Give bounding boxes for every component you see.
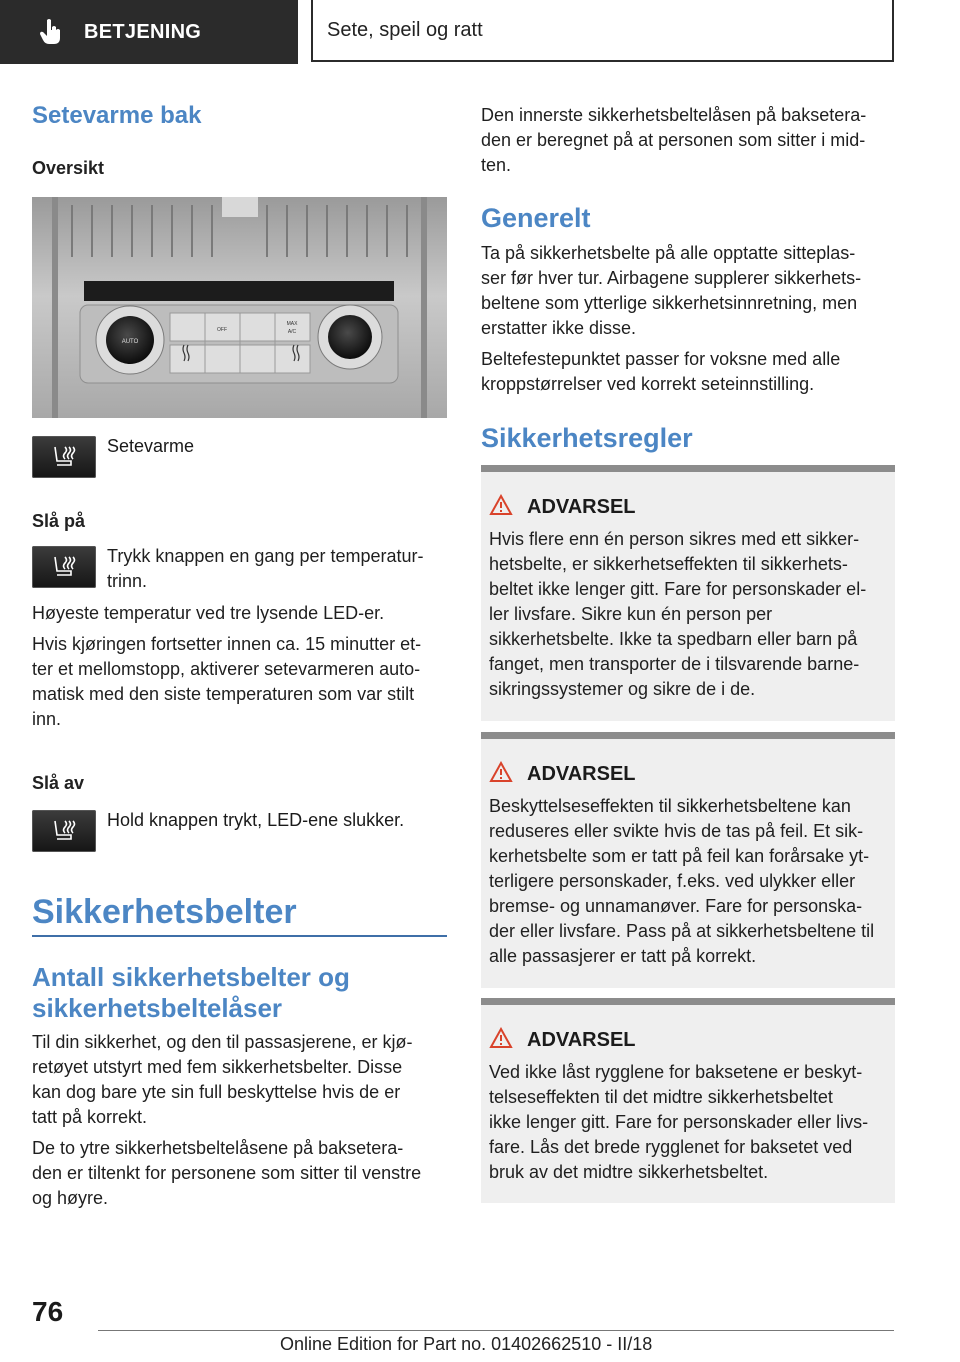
warning-1-line: Hvis flere enn én person sikres med ett sikker- <box>489 529 860 549</box>
page-number: 76 <box>32 1296 64 1327</box>
warning-3-line: Ved ikke låst rygglene for baksetene er beskyt- <box>489 1062 863 1082</box>
warning-3-line: bruk av det midtre sikkerhetsbeltet. <box>489 1162 769 1182</box>
header-chapter-box <box>311 0 894 62</box>
rear-climate-panel-photo <box>32 197 447 418</box>
warning-box-2 <box>481 732 895 988</box>
warning-triangle-icon <box>489 761 513 788</box>
text-anchor-line2: kroppstørrelser ved korrekt seteinnstilling. <box>481 374 815 394</box>
photo-label-off: OFF <box>217 327 227 333</box>
seat-heating-icon <box>32 436 96 478</box>
warning-1-line: ler livsfare. Sikre kun én person per <box>489 604 773 624</box>
warning-2-line: kerhetsbelte som er tatt på feil kan forårsake yt- <box>489 846 870 866</box>
photo-label-max: MAX <box>286 321 298 327</box>
seat-heating-caption: Setevarme <box>107 436 195 456</box>
text-belts-line1: Til din sikkerhet, og den til passasjerene, er kjø- <box>32 1032 413 1052</box>
text-auto-line1: Hvis kjøringen fortsetter innen ca. 15 minutter et- <box>32 634 422 654</box>
warning-box-3 <box>481 998 895 1203</box>
warning-title: ADVARSEL <box>527 496 636 518</box>
warning-bar <box>481 998 895 1005</box>
warning-box-1 <box>481 465 895 721</box>
subheading-sla-av: Slå av <box>32 773 85 793</box>
text-on-line1: Trykk knappen en gang per temperatur- <box>107 546 424 566</box>
text-on-line2: trinn. <box>107 571 148 591</box>
text-belts-line2: retøyet utstyrt med fem sikkerhetsbelter. Disse <box>32 1057 403 1077</box>
text-general-line1: Ta på sikkerhetsbelte på alle opptatte sitteplas- <box>481 243 856 263</box>
header-section-title: BETJENING <box>84 20 202 43</box>
footer-edition: Online Edition for Part no. 01402662510 - II/18 <box>280 1334 653 1354</box>
text-inner-line1: Den innerste sikkerhetsbeltelåsen på baksetera- <box>481 105 867 125</box>
warning-2-line: alle passasjerer er tatt på korrekt. <box>489 946 757 966</box>
warning-1-line: fanget, men transporter de i tilsvarende barne- <box>489 654 860 674</box>
warning-2-line: Beskyttelseseffekten til sikkerhetsbeltene kan <box>489 796 851 816</box>
subheading-sla-pa: Slå på <box>32 511 86 531</box>
text-belts-line3: kan dog bare yte sin full beskyttelse hvis de er <box>32 1082 401 1102</box>
warning-3-line: ikke lenger gitt. Fare for personskader eller livs- <box>489 1112 869 1132</box>
warning-1-line: beltet ikke lenger gitt. Fare for personskader el- <box>489 579 867 599</box>
text-belts-line4: tatt på korrekt. <box>32 1107 148 1127</box>
warning-1-line: hetsbelte, er sikkerhetseffekten til sikkerhets- <box>489 554 848 574</box>
warning-2-line: terligere personskader, f.eks. ved ulykker eller <box>489 871 856 891</box>
text-general-line3: beltene som ytterlige sikkerhetsinnretning, men <box>481 293 858 313</box>
seat-heating-icon-off <box>32 810 96 852</box>
text-auto-line4: inn. <box>32 709 62 729</box>
text-outer-line1: De to ytre sikkerhetsbeltelåsene på baksetera- <box>32 1138 404 1158</box>
subsection-title-antall <box>32 962 350 1024</box>
seat-heating-icon-on <box>32 546 96 588</box>
photo-label-ac: A/C <box>287 329 297 335</box>
section-rule <box>32 935 447 937</box>
warning-bar <box>481 732 895 739</box>
text-outer-line2: den er tiltenkt for personene som sitter til venstre <box>32 1163 422 1183</box>
warning-title: ADVARSEL <box>527 763 636 785</box>
warning-1-line: sikkerhetsbelte. Ikke ta spedbarn eller barn på <box>489 629 858 649</box>
text-outer-line3: og høyre. <box>32 1188 109 1208</box>
warning-2-line: reduseres eller svikte hvis de tas på feil. Et sik- <box>489 821 864 841</box>
subheading-oversikt: Oversikt <box>32 158 105 178</box>
header-chapter-title: Sete, speil og ratt <box>327 18 483 41</box>
hand-pointer-icon <box>38 17 68 47</box>
warning-3-line: telseseffekten til det midtre sikkerhetsbeltet <box>489 1087 833 1107</box>
photo-label-auto: AUTO <box>121 339 139 345</box>
section-title-sikkerhetsregler: Sikkerhetsregler <box>481 423 693 453</box>
warning-3-line: fare. Lås det brede rygglenet for baksetet ved <box>489 1137 853 1157</box>
warning-triangle-icon <box>489 494 513 521</box>
warning-2-line: der eller livsfare. Pass på at sikkerhetsbeltene til <box>489 921 875 941</box>
warning-triangle-icon <box>489 1027 513 1054</box>
footer-rule <box>98 1330 894 1331</box>
subsection-title-line2: sikkerhetsbeltelåser <box>32 993 283 1023</box>
warning-2-line: bremse- og unnamanøver. Fare for personska- <box>489 896 863 916</box>
text-auto-line3: matisk med den siste temperaturen som var stilt <box>32 684 415 704</box>
text-general-line4: erstatter ikke disse. <box>481 318 637 338</box>
text-inner-line2: den er beregnet på at personen som sitter i mid- <box>481 130 866 150</box>
section-title-setevarme: Setevarme bak <box>32 102 202 129</box>
warning-bar <box>481 465 895 472</box>
text-general-line2: ser før hver tur. Airbagene supplerer sikkerhets- <box>481 268 862 288</box>
text-anchor-line1: Beltefestepunktet passer for voksne med alle <box>481 349 841 369</box>
subsection-title-line1: Antall sikkerhetsbelter og <box>32 962 350 992</box>
warning-title: ADVARSEL <box>527 1029 636 1051</box>
text-inner-line3: ten. <box>481 155 512 175</box>
text-off: Hold knappen trykt, LED-ene slukker. <box>107 810 405 830</box>
section-title-generelt: Generelt <box>481 203 591 233</box>
text-auto-line2: ter et mellomstopp, aktiverer setevarmeren auto- <box>32 659 421 679</box>
text-max-temp: Høyeste temperatur ved tre lysende LED-er. <box>32 603 385 623</box>
warning-1-line: sikringssystemer og sikre de i de. <box>489 679 756 699</box>
section-title-sikkerhetsbelter: Sikkerhetsbelter <box>32 893 297 931</box>
header-section-tab <box>0 0 298 64</box>
